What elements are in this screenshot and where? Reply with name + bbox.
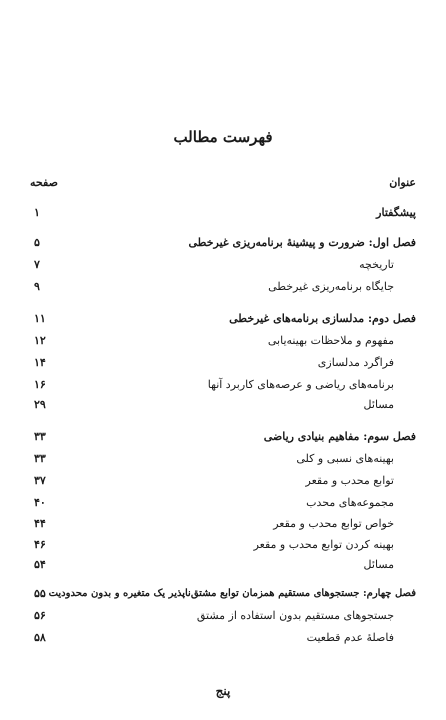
toc-entry-sub	[30, 557, 416, 573]
toc-entry-page: ۵۶	[34, 609, 46, 622]
toc-entry-title: مسائل	[363, 558, 394, 571]
toc-entry-chapter-4	[30, 586, 416, 602]
toc-entry-sub	[30, 516, 416, 532]
toc-entry-sub	[30, 473, 416, 489]
toc-entry-title: مسائل	[363, 398, 394, 411]
toc-entry-page: ۱	[34, 206, 40, 219]
toc-entry-page: ۳۳	[34, 430, 46, 443]
toc-entry-page: ۱۱	[34, 312, 46, 325]
page-column-header: صفحه	[30, 176, 58, 189]
toc-entry-sub	[30, 537, 416, 553]
toc-entry-page: ۳۳	[34, 452, 46, 465]
toc-entry-sub	[30, 257, 416, 273]
toc-entry-page: ۹	[34, 280, 40, 293]
toc-entry-page: ۷	[34, 258, 40, 271]
toc-entry-page: ۲۹	[34, 398, 46, 411]
toc-entry-title: توابع محدب و مقعر	[305, 474, 394, 487]
toc-entry-title: فصل سوم: مفاهیم بنیادی ریاضی	[263, 430, 416, 443]
toc-entry-title: بهینه‌های نسبی و کلی	[296, 452, 394, 465]
toc-entry-title: مجموعه‌های محدب	[306, 496, 394, 509]
toc-entry-sub	[30, 333, 416, 349]
toc-entry-page: ۱۶	[34, 378, 46, 391]
toc-entry-title: برنامه‌های ریاضی و عرصه‌های کاربرد آنها	[207, 378, 394, 391]
toc-entry-title: فاصلهٔ عدم قطعیت	[306, 631, 394, 644]
toc-entry-sub	[30, 355, 416, 371]
page-title: فهرست مطالب	[173, 128, 273, 146]
toc-entry-title: مفهوم و ملاحظات بهینه‌یابی	[267, 334, 394, 347]
toc-entry-page: ۵۸	[34, 631, 46, 644]
toc-entry-page: ۵۵	[34, 587, 46, 600]
toc-entry-chapter-3	[30, 429, 416, 445]
toc-entry-sub	[30, 451, 416, 467]
toc-entry-chapter-1	[30, 235, 416, 251]
toc-entry-page: ۱۲	[34, 334, 46, 347]
toc-entry-title: جستجوهای مستقیم بدون استفاده از مشتق	[196, 609, 394, 622]
toc-header	[30, 176, 416, 192]
toc-entry-chapter-2	[30, 311, 416, 327]
toc-entry-title: فصل دوم: مدلسازی برنامه‌های غیرخطی	[229, 312, 416, 325]
page-footer-number: پنج	[215, 684, 231, 698]
toc-entry-title: بهینه کردن توابع محدب و مقعر	[253, 538, 394, 551]
toc-entry-title: فراگرد مدلسازی	[317, 356, 394, 369]
toc-entry-title: خواص توابع محدب و مقعر	[273, 517, 394, 530]
toc-entry-title: فصل چهارم: جستجوهای مستقیم همزمان توابع مشتق‌ناپذیر یک متغیره و بدون محدودیت	[48, 588, 416, 599]
toc-entry-sub	[30, 279, 416, 295]
toc-entry-sub	[30, 397, 416, 413]
toc-entry-sub	[30, 630, 416, 646]
toc-entry-sub	[30, 495, 416, 511]
title-column-header: عنوان	[389, 176, 416, 189]
toc-entry-page: ۳۷	[34, 474, 46, 487]
toc-entry-page: ۵۴	[34, 558, 46, 571]
toc-entry-title: فصل اول: ضرورت و پیشینهٔ برنامه‌ریزی غیرخطی	[188, 236, 416, 249]
toc-entry-sub	[30, 377, 416, 393]
toc-entry-page: ۵	[34, 236, 40, 249]
toc-entry-page: ۱۴	[34, 356, 46, 369]
toc-entry-sub	[30, 608, 416, 624]
toc-entry-title: پیشگفتار	[376, 206, 416, 219]
toc-entry-page: ۴۴	[34, 517, 46, 530]
toc-entry-preface	[30, 205, 416, 221]
toc-entry-page: ۴۰	[34, 496, 46, 509]
toc-entry-title: جایگاه برنامه‌ریزی غیرخطی	[268, 280, 394, 293]
toc-entry-title: تاریخچه	[359, 258, 394, 271]
toc-entry-page: ۴۶	[34, 538, 46, 551]
